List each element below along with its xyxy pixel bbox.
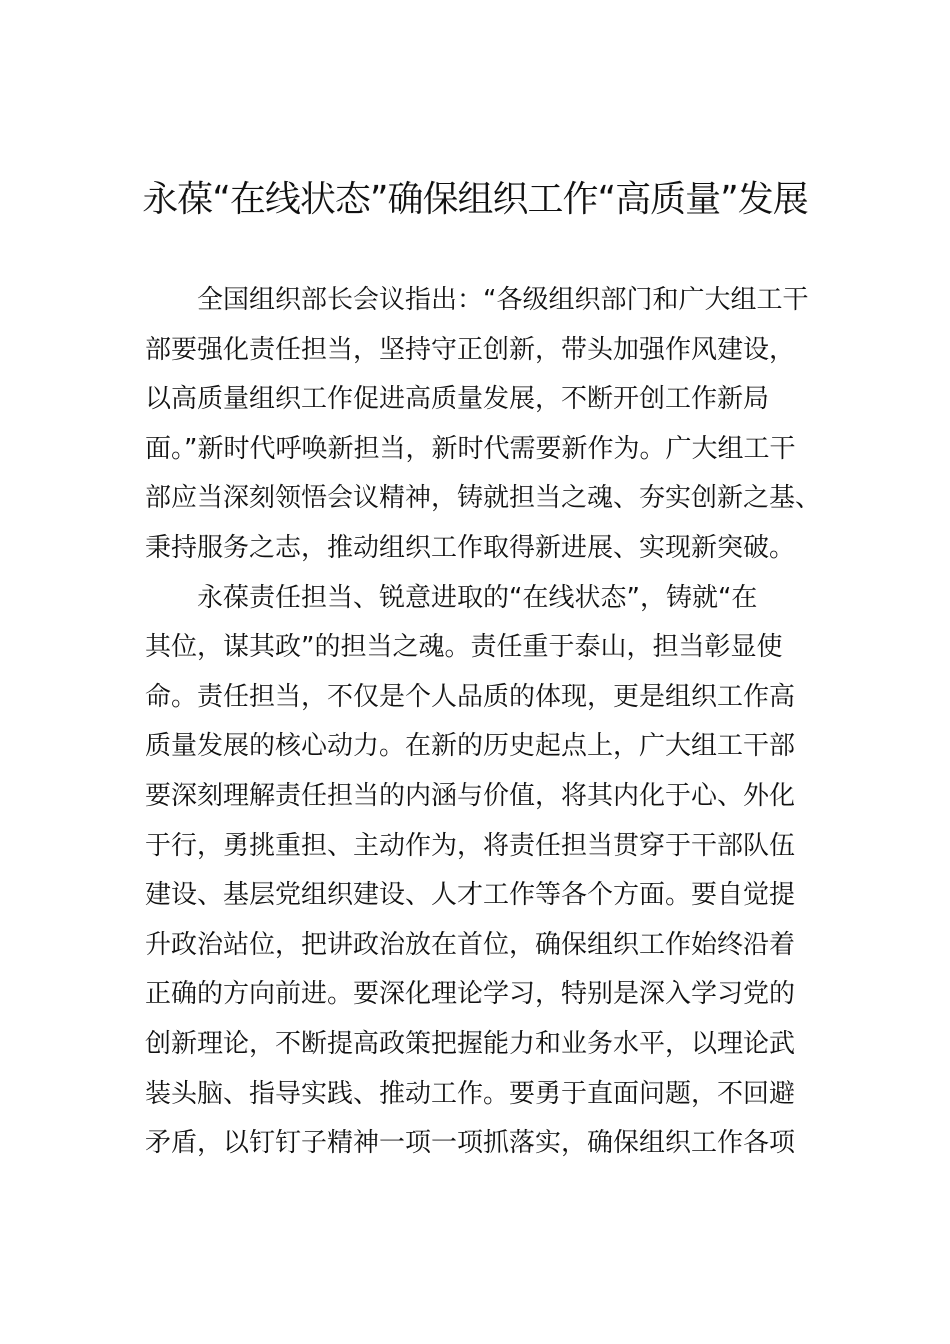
text-line: 部要强化责任担当，坚持守正创新，带头加强作风建设， — [145, 334, 796, 365]
text-line: 要深刻理解责任担当的内涵与价值，将其内化于心、外化 — [145, 780, 796, 811]
text-line: 建设、基层党组织建设、人才工作等各个方面。要自觉提 — [145, 880, 796, 911]
paragraph-2 — [145, 574, 805, 1169]
document-body — [145, 276, 822, 1169]
text-line: 面。”新时代呼唤新担当，新时代需要新作为。广大组工干 — [145, 433, 796, 464]
text-line: 全国组织部长会议指出：“各级组织部门和广大组工干 — [197, 285, 809, 315]
text-line: 以高质量组织工作促进高质量发展，不断开创工作新局 — [145, 384, 770, 415]
text-line: 其位，谋其政”的担当之魂。责任重于泰山，担当彰显使 — [145, 632, 783, 663]
paragraph-1 — [145, 276, 822, 574]
text-line: 升政治站位，把讲政治放在首位，确保组织工作始终沿着 — [145, 929, 796, 960]
text-line: 部应当深刻领悟会议精神，铸就担当之魂、夯实创新之基、 — [145, 483, 822, 514]
text-line: 正确的方向前进。要深化理论学习，特别是深入学习党的 — [145, 979, 796, 1010]
text-line: 装头脑、指导实践、推动工作。要勇于直面问题，不回避 — [145, 1078, 796, 1109]
text-line: 创新理论，不断提高政策把握能力和业务水平，以理论武 — [145, 1028, 796, 1059]
text-line: 矛盾，以钉钉子精神一项一项抓落实，确保组织工作各项 — [145, 1128, 796, 1159]
text-line: 命。责任担当，不仅是个人品质的体现，更是组织工作高 — [145, 681, 796, 712]
text-line: 永葆责任担当、锐意进取的“在线状态”，铸就“在 — [197, 582, 758, 613]
text-line: 于行，勇挑重担、主动作为，将责任担当贯穿于干部队伍 — [145, 830, 796, 861]
text-line: 秉持服务之志，推动组织工作取得新进展、实现新突破。 — [145, 532, 796, 563]
document-title: 永葆“在线状态”确保组织工作“高质量”发展 — [142, 179, 808, 220]
text-line: 质量发展的核心动力。在新的历史起点上，广大组工干部 — [145, 731, 796, 762]
